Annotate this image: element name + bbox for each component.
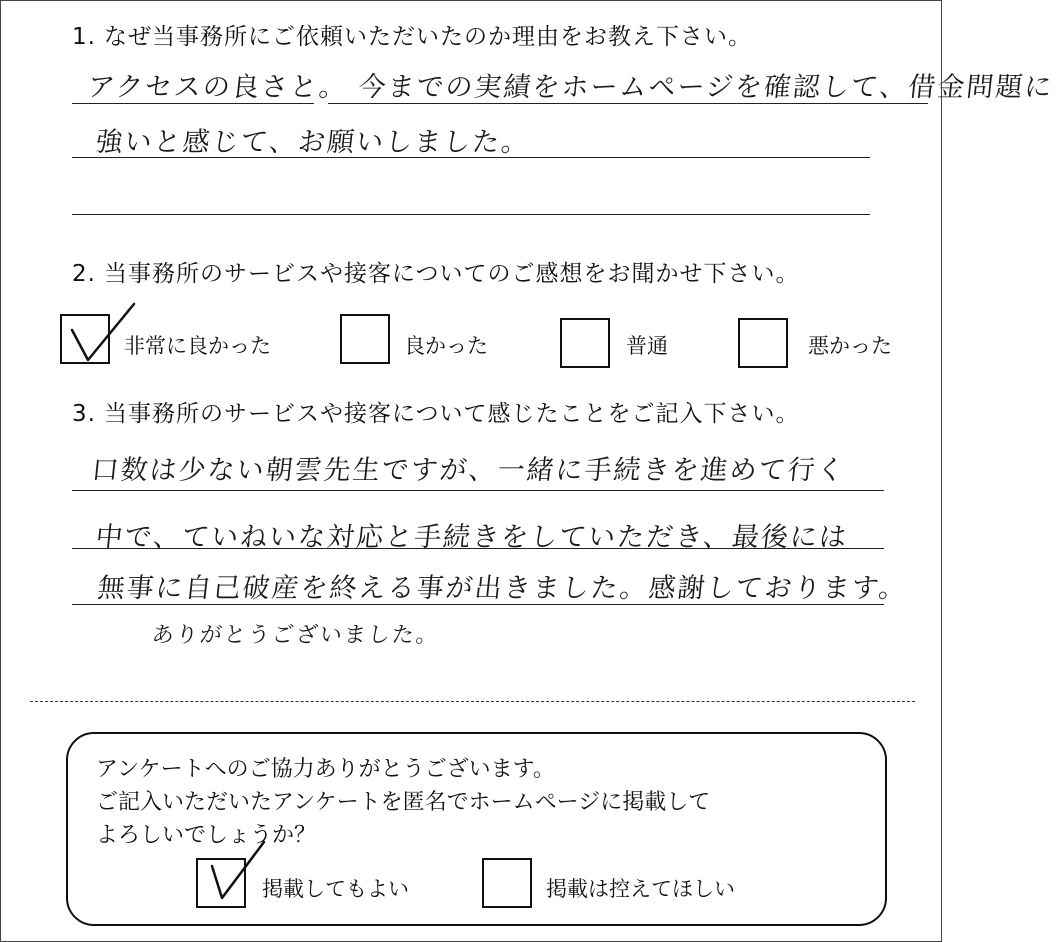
question-1 [72,18,752,51]
answer-3-line-1: 口数は少ない朝雲先生ですが、一緒に手続きを進めて行く [90,455,848,486]
question-2 [72,255,800,288]
cut-line [30,701,915,702]
answer-3-underline-3 [72,604,884,605]
answer-1-underline-1b [328,103,928,104]
checkbox-publish-decline[interactable] [482,858,532,908]
question-2-number: 2. [72,261,96,287]
notice-line-3: よろしいでしょうか？ [96,823,317,848]
answer-3-underline-1 [72,490,884,491]
checkbox-good[interactable] [340,314,390,364]
option-very-good-label: 非常に良かった [124,334,271,358]
question-3 [72,395,800,428]
question-3-number: 3. [72,401,96,427]
checkbox-bad[interactable] [738,318,788,368]
option-publish-ok-label: 掲載してもよい [262,877,409,901]
question-1-text: なぜ当事務所にご依頼いただいたのか理由をお教え下さい。 [103,24,752,50]
question-3-text: 当事務所のサービスや接客について感じたことをご記入下さい。 [103,401,800,427]
checkbox-average[interactable] [560,318,610,368]
checkbox-very-good[interactable] [60,314,110,364]
checkbox-publish-ok[interactable] [196,858,246,908]
option-publish-decline-label: 掲載は控えてほしい [546,877,735,901]
answer-1-line-2: 強いと感じて、お願いしました。 [94,127,532,158]
option-average-label: 普通 [626,334,668,358]
answer-1-underline-3 [72,214,870,215]
notice-line-2: ご記入いただいたアンケートを匿名でホームページに掲載して [96,790,711,815]
answer-1-line-1: アクセスの良さと。 今までの実績をホームページを確認して、借金問題に [86,72,1056,103]
notice-line-1: アンケートへのご協力ありがとうございます。 [96,757,555,782]
answer-3-line-4: ありがとうございました。 [150,623,442,648]
option-good-label: 良かった [404,334,488,358]
answer-1-underline-1 [72,103,314,104]
answer-3-line-3: 無事に自己破産を終える事が出きました。感謝しております。 [96,573,910,604]
question-2-text: 当事務所のサービスや接客についてのご感想をお聞かせ下さい。 [103,261,800,287]
question-1-number: 1. [72,24,96,50]
answer-3-underline-2 [72,548,884,549]
answer-1-underline-2 [72,157,870,158]
option-bad-label: 悪かった [808,334,892,358]
answer-3-line-2: 中で、ていねいな対応と手続きをしていただき、最後には [94,522,850,553]
